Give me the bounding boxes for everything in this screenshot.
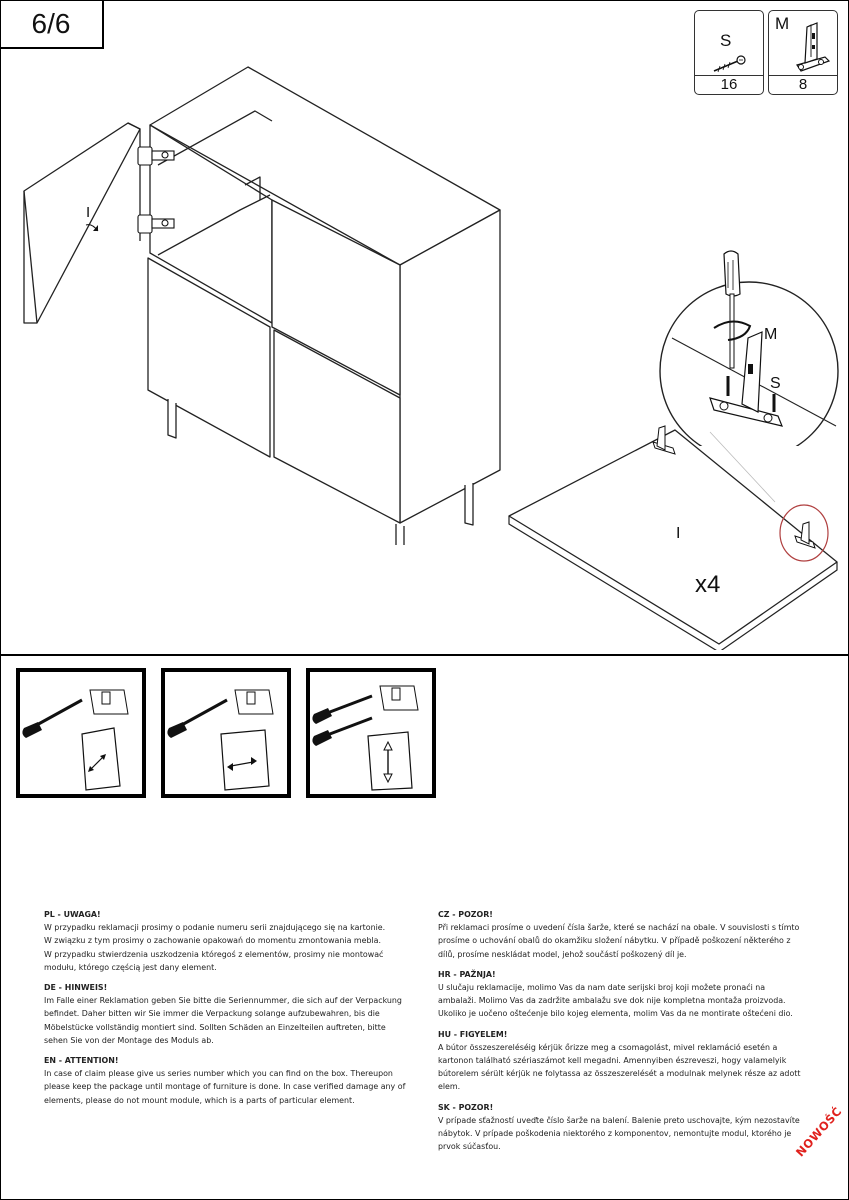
note-title: SK - POZOR! — [438, 1102, 494, 1112]
hinge-detail-circle — [656, 246, 846, 446]
note-pl — [44, 908, 424, 974]
part-s-letter: S — [720, 31, 732, 50]
note-body: V prípade sťažností uveďte číslo šarže na balení. Balenie preto uschovajte, kým nezostavíte nábytok. V prípade poškodenia niektorého z komponentov, nemontujte modul, ktorého je prvok súčasťou. — [438, 1115, 800, 1152]
parts-table — [694, 10, 839, 95]
door-part-label: I — [86, 204, 91, 221]
note-title: DE - HINWEIS! — [44, 983, 108, 993]
note-title: HR - PAŽNJA! — [438, 969, 496, 979]
cabinet-illustration — [20, 65, 540, 545]
detail-m-label: M — [764, 326, 778, 343]
note-cz — [438, 908, 818, 961]
note-en — [44, 1054, 424, 1107]
part-m-cell — [768, 10, 838, 95]
note-hr — [438, 968, 818, 1021]
note-title: HU - FIGYELEM! — [438, 1029, 508, 1039]
quantity-multiplier: x4 — [695, 571, 721, 598]
door-panel-illustration — [505, 420, 845, 650]
depth-adjust-icon — [20, 672, 142, 794]
note-title: PL - UWAGA! — [44, 910, 101, 919]
section-divider — [0, 654, 849, 656]
note-body: In case of claim please give us series number which you can find on the box. Thereupon please keep the package until montage of furniture is done. In case verified damage any of elements, please do not mount module, which is a parts of particular element. — [44, 1069, 406, 1105]
note-hu — [438, 1028, 818, 1094]
note-body: U slučaju reklamacije, molimo Vas da nam date serijski broj koji možete pronaći na ambalaži. Molimo Vas da zadržite ambalažu sve dok nije kompletna montaža proizvoda. Ukoliko je uočeno oštećenje bilo kojeg elementa, molim Vas da ne montirate oštećeni dio. — [438, 983, 793, 1019]
note-body: A bútor összeszereléséig kérjük őrizze meg a csomagolást, mivel reklamáció esetén a kartonon található szériaszámot kell megadni. Amennyiben észreveszi, hogy valamelyik bútorelem sérült kérjük ne folytassa az összeszerelését a modulnak melynek része az adott elem. — [438, 1042, 801, 1092]
notes-right-column — [438, 908, 818, 1160]
height-adjust-panel — [306, 668, 436, 798]
note-title: EN - ATTENTION! — [44, 1056, 119, 1066]
note-body: W przypadku reklamacji prosimy o podanie numeru serii znajdującego się na kartonie. W związku z tym prosimy o zachowanie opakowań do momentu zmontowania mebla. W przypadku stwierdzenia uszkodzenia któregoś z elementów, prosimy nie montować modułu, którego częścią jest dany element. — [44, 923, 386, 972]
step-number: 6/6 — [0, 0, 104, 49]
part-m-quantity: 8 — [769, 75, 837, 94]
notes-left-column — [44, 908, 424, 1114]
part-s-quantity: 16 — [695, 75, 763, 94]
note-title: CZ - POZOR! — [438, 910, 493, 919]
side-adjust-panel — [161, 668, 291, 798]
hinge-plate-icon — [777, 17, 837, 77]
screw-icon — [710, 55, 750, 75]
note-sk — [438, 1101, 818, 1154]
note-de — [44, 981, 424, 1047]
note-body: Im Falle einer Reklamation geben Sie bitte die Seriennummer, die sich auf der Verpackung befindet. Daher bitten wir Sie immer die Verpackung solange aufzubewahren, bis die Möbelstücke vollständig montiert sind. Sollten Schäden an Einzelteilen auftreten, bitte sehen Sie von der Montage des Moduls ab. — [44, 996, 402, 1045]
detail-s-label: S — [770, 375, 781, 392]
new-stamp: NOWOŚĆ — [793, 1104, 845, 1160]
panel-part-label: I — [676, 525, 681, 542]
height-adjust-icon — [310, 672, 432, 794]
depth-adjust-panel — [16, 668, 146, 798]
note-body: Při reklamaci prosíme o uvedení čísla šarže, které se nachází na obale. V souvislosti s tímto prosíme o uchování obalů do okamžiku složení nábytku. V případě poškození některého z dílů, prosíme neskládat model, jehož součástí poškozený díl je. — [438, 923, 800, 959]
side-adjust-icon — [165, 672, 287, 794]
part-s-cell — [694, 10, 764, 95]
part-m-letter: M — [775, 14, 790, 33]
